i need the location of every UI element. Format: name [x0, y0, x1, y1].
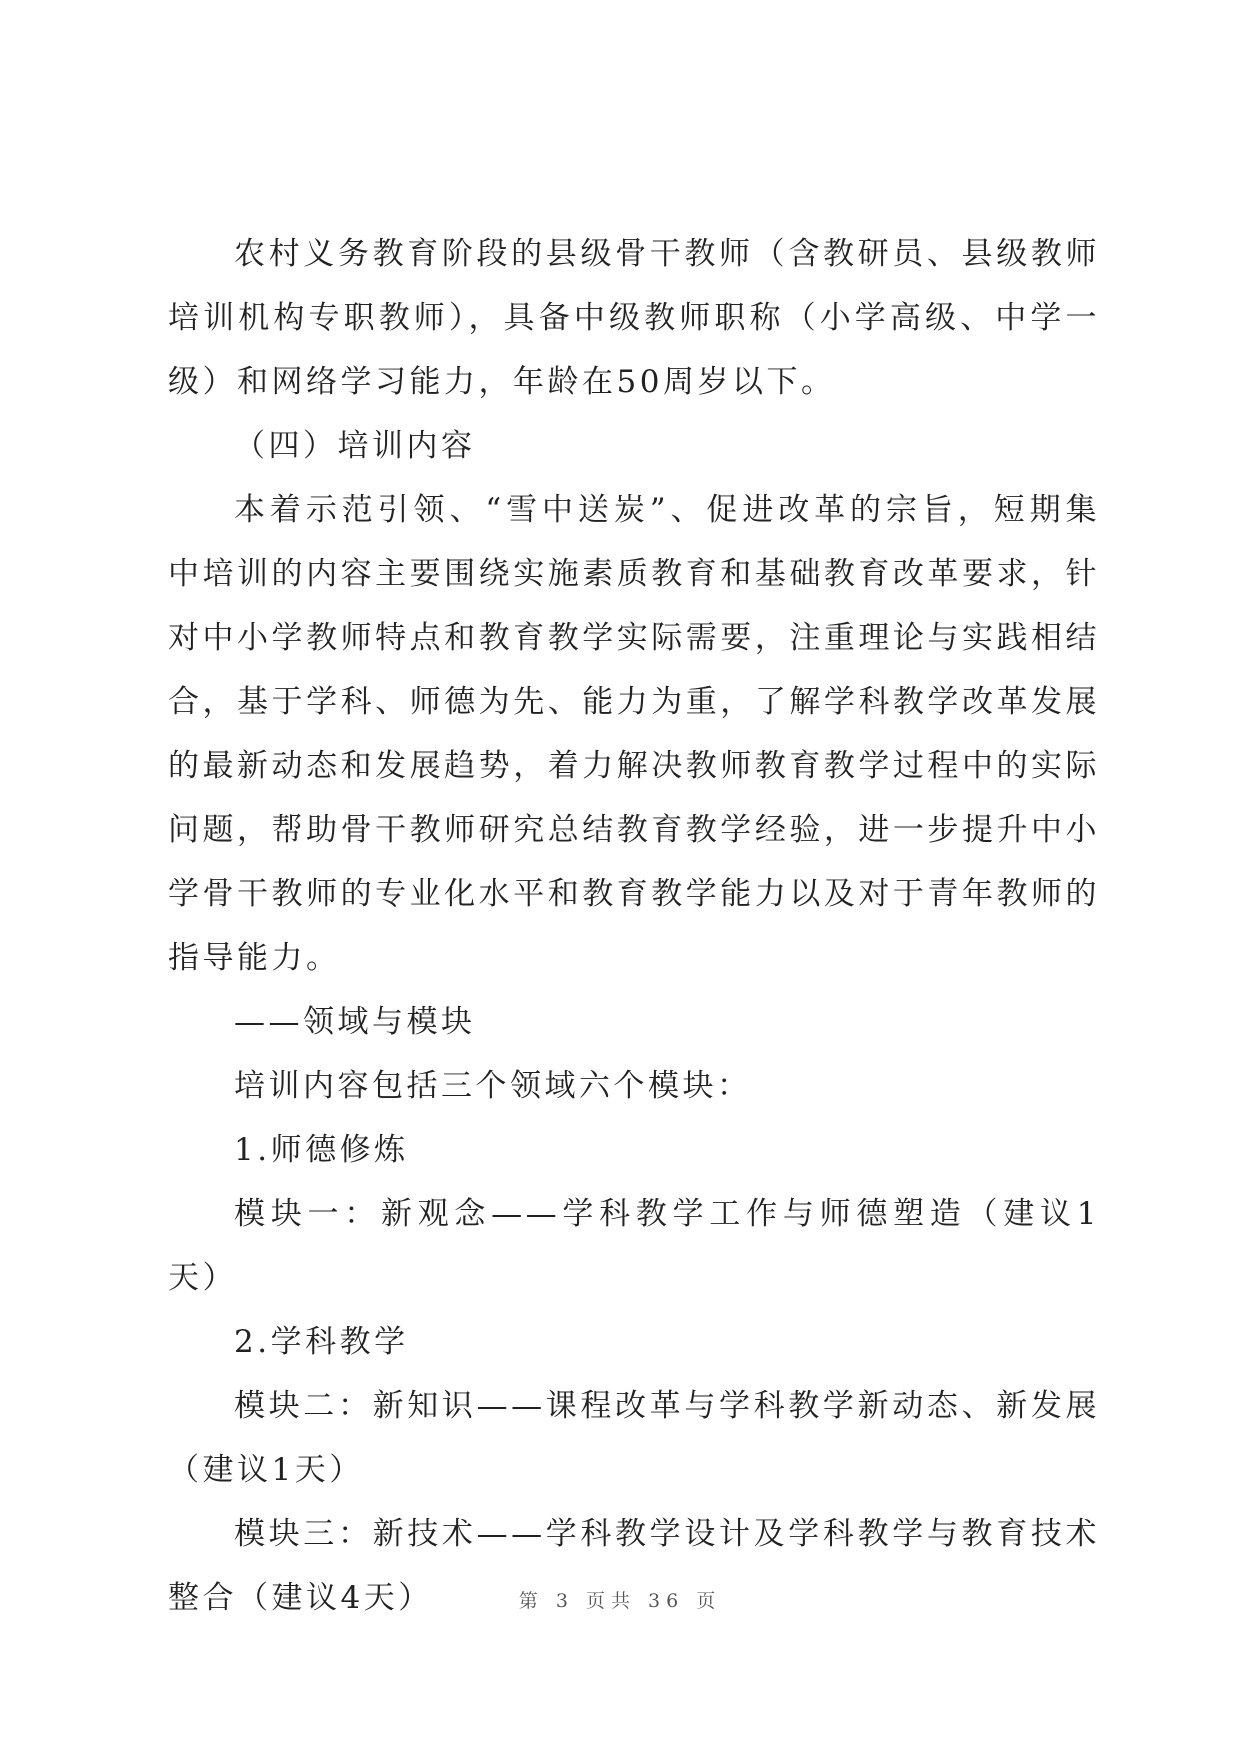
document-body: [168, 222, 1100, 1630]
list-item-domain-2: 2.学科教学: [234, 1324, 409, 1360]
list-item-module-3: 模块三：新技术——学科教学设计及学科教学与教育技术整合（建议4天）: [168, 1516, 1100, 1616]
page-number-footer: 第 3 页共 36 页: [518, 1590, 722, 1612]
paragraph-domains-intro: 培训内容包括三个领域六个模块：: [234, 1068, 752, 1104]
list-item-module-1: 模块一：新观念——学科教学工作与师德塑造（建议1天）: [168, 1196, 1100, 1296]
subheading-domains-modules: ——领域与模块: [234, 1004, 476, 1040]
list-item-domain-1: 1.师德修炼: [234, 1132, 409, 1168]
paragraph-eligibility: 农村义务教育阶段的县级骨干教师（含教研员、县级教师培训机构专职教师），具备中级教师职称（小学高级、中学一级）和网络学习能力，年龄在50周岁以下。: [168, 236, 1100, 400]
section-heading-training-content: （四）培训内容: [234, 428, 476, 464]
list-item-module-2: 模块二：新知识——课程改革与学科教学新动态、新发展（建议1天）: [168, 1388, 1100, 1488]
paragraph-training-content: 本着示范引领、“雪中送炭”、促进改革的宗旨，短期集中培训的内容主要围绕实施素质教育和基础教育改革要求，针对中小学教师特点和教育教学实际需要，注重理论与实践相结合，基于学科、师德为先、能力为重，了解学科教学改革发展的最新动态和发展趋势，着力解决教师教育教学过程中的实际问题，帮助骨干教师研究总结教育教学经验，进一步提升中小学骨干教师的专业化水平和教育教学能力以及对于青年教师的指导能力。: [168, 492, 1100, 976]
